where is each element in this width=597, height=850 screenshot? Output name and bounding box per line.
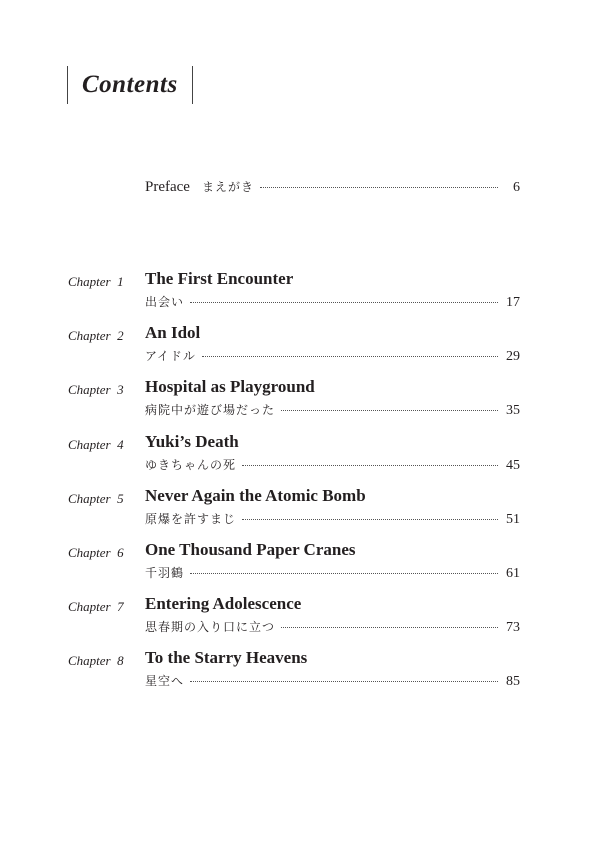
chapter-page-number: 85 [506,674,520,690]
chapter-subtitle-row [145,618,520,636]
chapter-subtitle-row [145,564,520,582]
dot-leader [190,573,498,574]
chapter-page-number: 51 [506,511,520,527]
chapter-subtitle-row [145,347,520,365]
preface-page-number: 6 [513,180,520,195]
chapter-page-number: 29 [506,349,520,365]
dot-leader [242,519,498,520]
chapter-page-number: 35 [506,403,520,419]
chapter-page-number: 61 [506,565,520,581]
contents-heading [67,66,193,104]
toc-entry-chapter-7[interactable] [0,593,597,647]
toc-entry-chapter-4[interactable] [0,431,597,485]
chapter-title: An Idol [145,323,201,343]
preface-subtitle: まえがき [201,180,254,194]
dot-leader [260,187,498,188]
heading-right-rule [192,66,193,104]
dot-leader [190,681,498,682]
toc-entry-chapter-1[interactable] [0,268,597,322]
chapter-label: Chapter 5 [68,490,124,506]
chapter-label: Chapter 7 [68,599,124,615]
chapter-title: Yuki’s Death [145,431,239,451]
chapter-subtitle-row [145,456,520,474]
dot-leader [190,302,498,303]
toc-entry-chapter-2[interactable] [0,322,597,376]
dot-leader [281,627,498,628]
chapter-subtitle-row [145,293,520,311]
chapter-subtitle-row [145,672,520,690]
chapter-subtitle: アイドル [145,349,196,364]
chapter-label: Chapter 2 [68,328,124,344]
chapter-subtitle: 出会い [145,295,185,309]
chapter-label: Chapter 8 [68,653,124,669]
chapter-subtitle-row [145,401,520,419]
chapter-subtitle: 思春期の入り口に立つ [145,620,276,635]
chapter-page-number: 73 [506,620,520,636]
chapter-title: Never Again the Atomic Bomb [145,485,366,505]
chapter-subtitle: 原爆を許すまじ [145,511,237,526]
page-title: Contents [82,71,178,98]
chapter-page-number: 45 [506,457,520,473]
toc-entry-chapter-6[interactable] [0,539,597,593]
chapter-list [0,268,597,702]
toc-entry-chapter-8[interactable] [0,647,597,701]
chapter-label: Chapter 6 [68,544,124,560]
chapter-label: Chapter 4 [68,436,124,452]
toc-entry-chapter-3[interactable] [0,376,597,430]
dot-leader [281,410,498,411]
chapter-title: One Thousand Paper Cranes [145,539,356,559]
dot-leader [242,465,498,466]
chapter-label: Chapter 3 [68,382,124,398]
chapter-title: The First Encounter [145,269,294,288]
chapter-page-number: 17 [506,295,520,310]
chapter-subtitle: ゆきちゃんの死 [145,457,237,472]
chapter-subtitle: 病院中が遊び場だった [145,403,276,418]
dot-leader [202,356,498,357]
chapter-title: To the Starry Heavens [145,648,308,668]
chapter-subtitle: 千羽鶴 [145,565,185,580]
toc-entry-chapter-5[interactable] [0,485,597,539]
toc-entry-preface[interactable] [145,178,520,196]
preface-title: Preface [145,179,190,195]
chapter-title: Entering Adolescence [145,594,302,614]
chapter-title: Hospital as Playground [145,377,315,397]
chapter-label: Chapter 1 [68,274,124,289]
chapter-subtitle-row [145,510,520,528]
chapter-subtitle: 星空へ [145,674,185,689]
